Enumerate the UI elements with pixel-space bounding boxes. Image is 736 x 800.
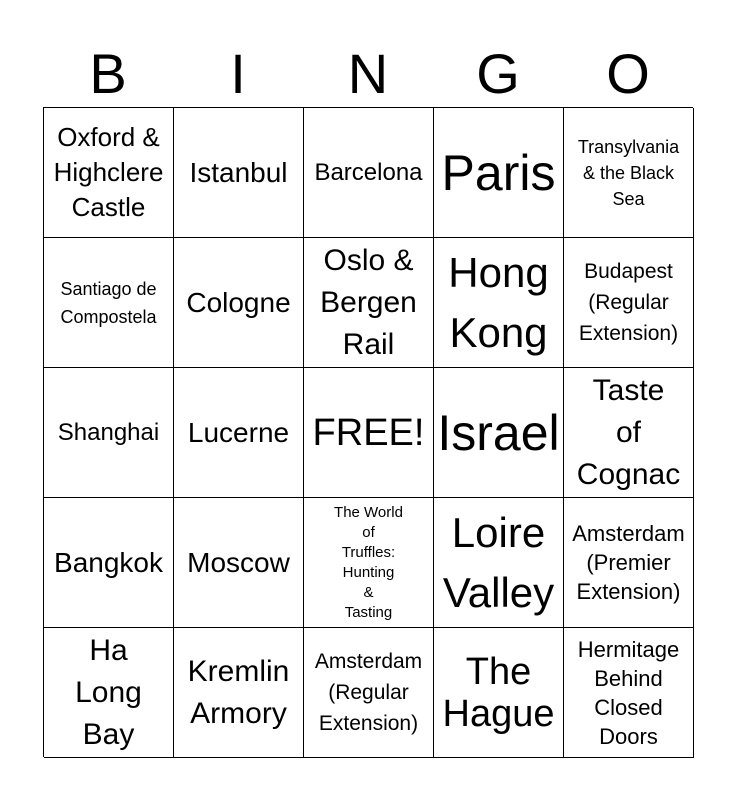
cell-text: FREE! [312,411,425,454]
bingo-cell[interactable] [304,108,434,238]
header-letter-n: N [347,42,389,105]
cell-text: Hermitage Behind Closed Doors [577,636,680,749]
cell-text: Barcelona [314,158,423,186]
cell-text: The Hague [442,650,555,735]
cell-text: Cologne [186,286,291,318]
bingo-cell[interactable] [174,368,304,498]
cell-text: Hong Kong [448,248,549,356]
cell-text: Istanbul [189,156,288,188]
bingo-cell[interactable] [304,238,434,368]
cell-text: Kremlin Armory [187,654,290,730]
bingo-cell[interactable] [44,368,174,498]
bingo-header [43,40,693,108]
bingo-grid [43,107,693,757]
bingo-cell[interactable] [174,108,304,238]
bingo-cell[interactable] [564,628,694,758]
header-letter-b: B [89,42,127,105]
bingo-cell[interactable] [44,498,174,628]
cell-text: Bangkok [54,546,163,578]
bingo-cell[interactable] [564,108,694,238]
bingo-cell[interactable] [434,498,564,628]
bingo-cell[interactable] [174,238,304,368]
free-space[interactable] [304,368,434,498]
cell-text: Amsterdam (Regular Extension) [314,650,423,735]
cell-text: Taste of Cognac [576,373,681,491]
bingo-cell[interactable] [44,108,174,238]
header-letter-o: O [606,42,650,105]
cell-text: Loire Valley [442,508,555,616]
cell-text: Ha Long Bay [75,633,142,751]
cell-text: Transylvania & the Black Sea [577,136,680,209]
bingo-cell[interactable] [434,108,564,238]
bingo-cell[interactable] [434,238,564,368]
header-letter-g: G [476,42,520,105]
cell-text: Oxford & Highclere Castle [53,122,164,222]
cell-text: Paris [441,144,556,201]
bingo-cell[interactable] [44,238,174,368]
bingo-cell[interactable] [304,498,434,628]
bingo-cell[interactable] [434,628,564,758]
cell-text: Israel [437,404,560,461]
bingo-cell[interactable] [564,238,694,368]
bingo-cell[interactable] [434,368,564,498]
cell-text: Santiago de Compostela [60,278,157,327]
cell-text: Moscow [187,546,290,578]
cell-text: Oslo & Bergen Rail [320,243,417,361]
bingo-cell[interactable] [304,628,434,758]
bingo-cell[interactable] [174,498,304,628]
cell-text: Lucerne [187,416,290,448]
cell-text: The World of Truffles: Hunting & Tasting [334,503,403,621]
cell-text: Shanghai [57,418,160,446]
bingo-cell[interactable] [564,368,694,498]
bingo-cell[interactable] [174,628,304,758]
cell-text: Amsterdam (Premier Extension) [572,521,685,604]
bingo-cell[interactable] [564,498,694,628]
bingo-cell[interactable] [44,628,174,758]
header-letter-i: I [230,42,246,105]
cell-text: Budapest (Regular Extension) [578,260,679,345]
